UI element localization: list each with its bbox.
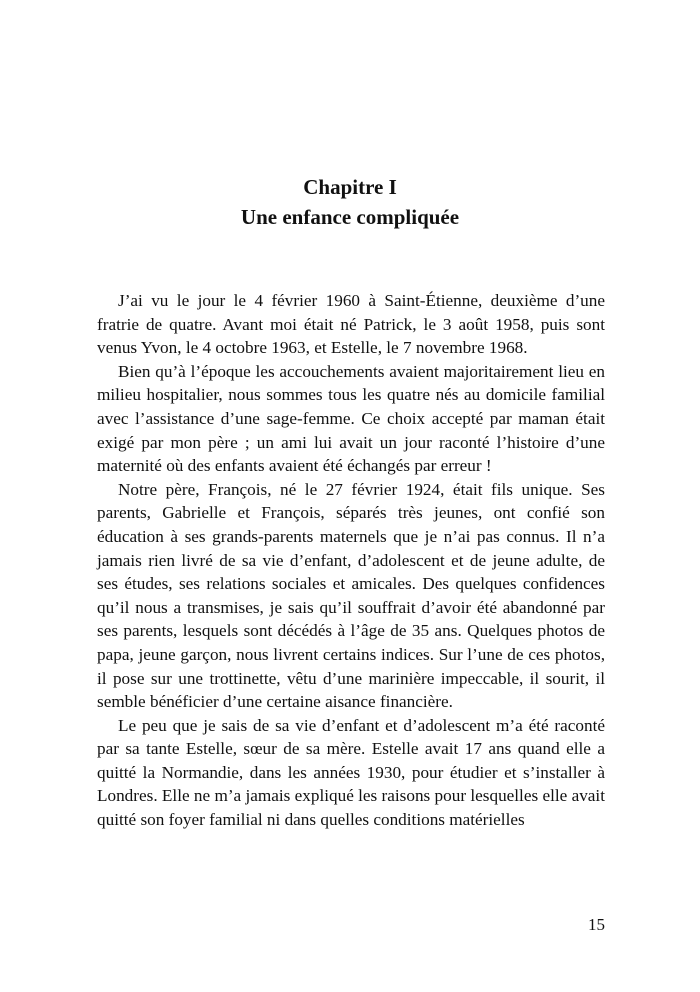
paragraph: Bien qu’à l’époque les accouchements avaient majoritairement lieu en milieu hospitalier, nous sommes tous les quatre nés au domicile familial avec l’assistance d’une sage-femme. Ce choix accepté par maman était exigé par mon père ; un ami lui avait un jour raconté l’histoire d’une maternité où des enfants avaient été échangés par erreur !	[97, 361, 605, 476]
body-text	[97, 289, 605, 832]
chapter-title: Une enfance compliquée	[240, 205, 460, 229]
page-number: 15	[588, 915, 605, 934]
paragraph: Le peu que je sais de sa vie d’enfant et d’adolescent m’a été raconté par sa tante Estelle, sœur de sa mère. Estelle avait 17 ans quand elle a quitté la Normandie, dans les années 1930, pour étudier et s’installer à Londres. Elle ne m’a jamais expliqué les raisons pour lesquelles elle avait quitté son foyer familial ni dans quelles conditions matérielles	[97, 715, 605, 830]
chapter-heading	[0, 172, 700, 232]
paragraph: J’ai vu le jour le 4 février 1960 à Saint-Étienne, deuxième d’une fratrie de quatre. Avant moi était né Patrick, le 3 août 1958, puis sont venus Yvon, le 4 octobre 1963, et Estelle, le 7 novembre 1968.	[97, 291, 605, 358]
chapter-number: Chapitre I	[303, 175, 397, 199]
paragraph: Notre père, François, né le 27 février 1924, était fils unique. Ses parents, Gabrielle et François, séparés très jeunes, ont confié son éducation à ses grands-parents maternels que je n’ai pas connus. Il n’a jamais rien livré de sa vie d’enfant, d’adolescent et de jeune adulte, de ses études, ses relations sociales et amicales. Des quelques confidences qu’il nous a transmises, je sais qu’il souffrait d’avoir été abandonné par ses parents, lesquels sont décédés à l’âge de 35 ans. Quelques photos de papa, jeune garçon, nous livrent certains indices. Sur l’une de ces photos, il pose sur une trottinette, vêtu d’une marinière impeccable, il sourit, il semble bénéficier d’une certaine aisance financière.	[97, 479, 605, 712]
